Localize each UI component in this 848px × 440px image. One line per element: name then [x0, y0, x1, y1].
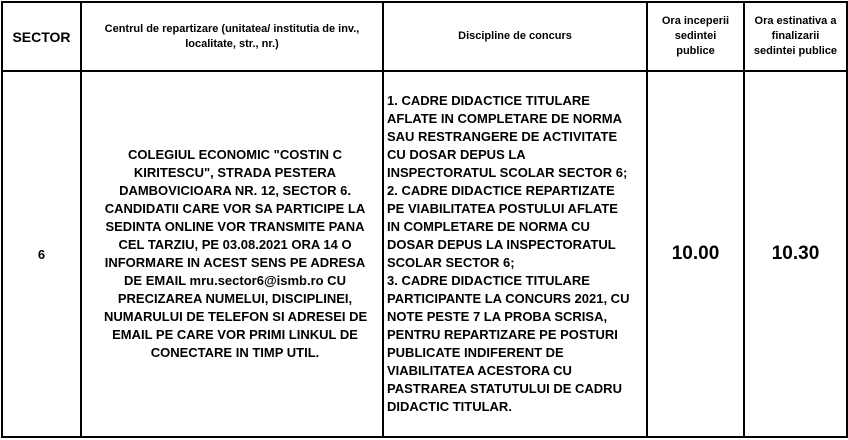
cell-centru [81, 71, 383, 437]
discipline-line: INSPECTORATUL SCOLAR SECTOR 6; [387, 165, 628, 180]
discipline-line: SCOLAR SECTOR 6; [387, 255, 515, 270]
header-centru: Centrul de repartizare (unitatea/ institutia de inv., localitate, str., nr.) [81, 2, 383, 71]
discipline-line: PENTRU REPARTIZARE PE POSTURI [387, 327, 618, 342]
discipline-line: NOTE PESTE 7 LA PROBA SCRISA, [387, 309, 608, 324]
centru-line: CONECTARE IN TIMP UTIL. [150, 345, 320, 360]
cell-discipline [383, 71, 647, 437]
table-row [2, 71, 847, 437]
discipline-line: DOSAR DEPUS LA INSPECTORATUL [387, 237, 616, 252]
discipline-line: SAU RESTRANGERE DE ACTIVITATE [387, 129, 618, 144]
discipline-line: 1. CADRE DIDACTICE TITULARE [387, 93, 590, 108]
discipline-line: CU DOSAR DEPUS LA [387, 147, 526, 162]
discipline-line: VIABILITATEA ACESTORA CU [387, 363, 572, 378]
discipline-line: AFLATE IN COMPLETARE DE NORMA [387, 111, 622, 126]
cell-sector: 6 [2, 71, 81, 437]
schedule-table [1, 1, 848, 438]
cell-ora-inceput: 10.00 [647, 71, 744, 437]
centru-line: DAMBOVICIOARA NR. 12, SECTOR 6. [119, 183, 351, 198]
centru-line: CEL TARZIU, PE 03.08.2021 ORA 14 O [118, 237, 352, 252]
cell-ora-final: 10.30 [744, 71, 847, 437]
discipline-line: PARTICIPANTE LA CONCURS 2021, CU [387, 291, 630, 306]
header-discipline: Discipline de concurs [383, 2, 647, 71]
centru-line: PRECIZAREA NUMELUI, DISCIPLINEI, [117, 291, 353, 306]
discipline-line: IN COMPLETARE DE NORMA CU [387, 219, 590, 234]
centru-line: SEDINTA ONLINE VOR TRANSMITE PANA [105, 219, 365, 234]
header-ora-final: Ora estinativa a finalizarii sedintei publice [744, 2, 847, 71]
centru-line: CANDIDATII CARE VOR SA PARTICIPE LA [104, 201, 366, 216]
header-ora-inceput: Ora inceperii sedintei publice [647, 2, 744, 71]
discipline-line: 3. CADRE DIDACTICE TITULARE [387, 273, 590, 288]
discipline-line: PE VIABILITATEA POSTULUI AFLATE [387, 201, 618, 216]
centru-line: DE EMAIL mru.sector6@ismb.ro CU [124, 273, 346, 288]
discipline-line: DIDACTIC TITULAR. [387, 399, 512, 414]
centru-line: EMAIL PE CARE VOR PRIMI LINKUL DE [112, 327, 358, 342]
discipline-line: PUBLICATE INDIFERENT DE [387, 345, 564, 360]
discipline-line: PASTRAREA STATUTULUI DE CADRU [387, 381, 622, 396]
centru-line: INFORMARE IN ACEST SENS PE ADRESA [104, 255, 366, 270]
header-sector: SECTOR [2, 2, 81, 71]
discipline-line: 2. CADRE DIDACTICE REPARTIZATE [387, 183, 615, 198]
centru-line: COLEGIUL ECONOMIC "COSTIN C [128, 147, 342, 162]
centru-line: NUMARULUI DE TELEFON SI ADRESEI DE [104, 309, 368, 324]
header-row [2, 2, 847, 71]
centru-line: KIRITESCU", STRADA PESTERA [133, 165, 337, 180]
